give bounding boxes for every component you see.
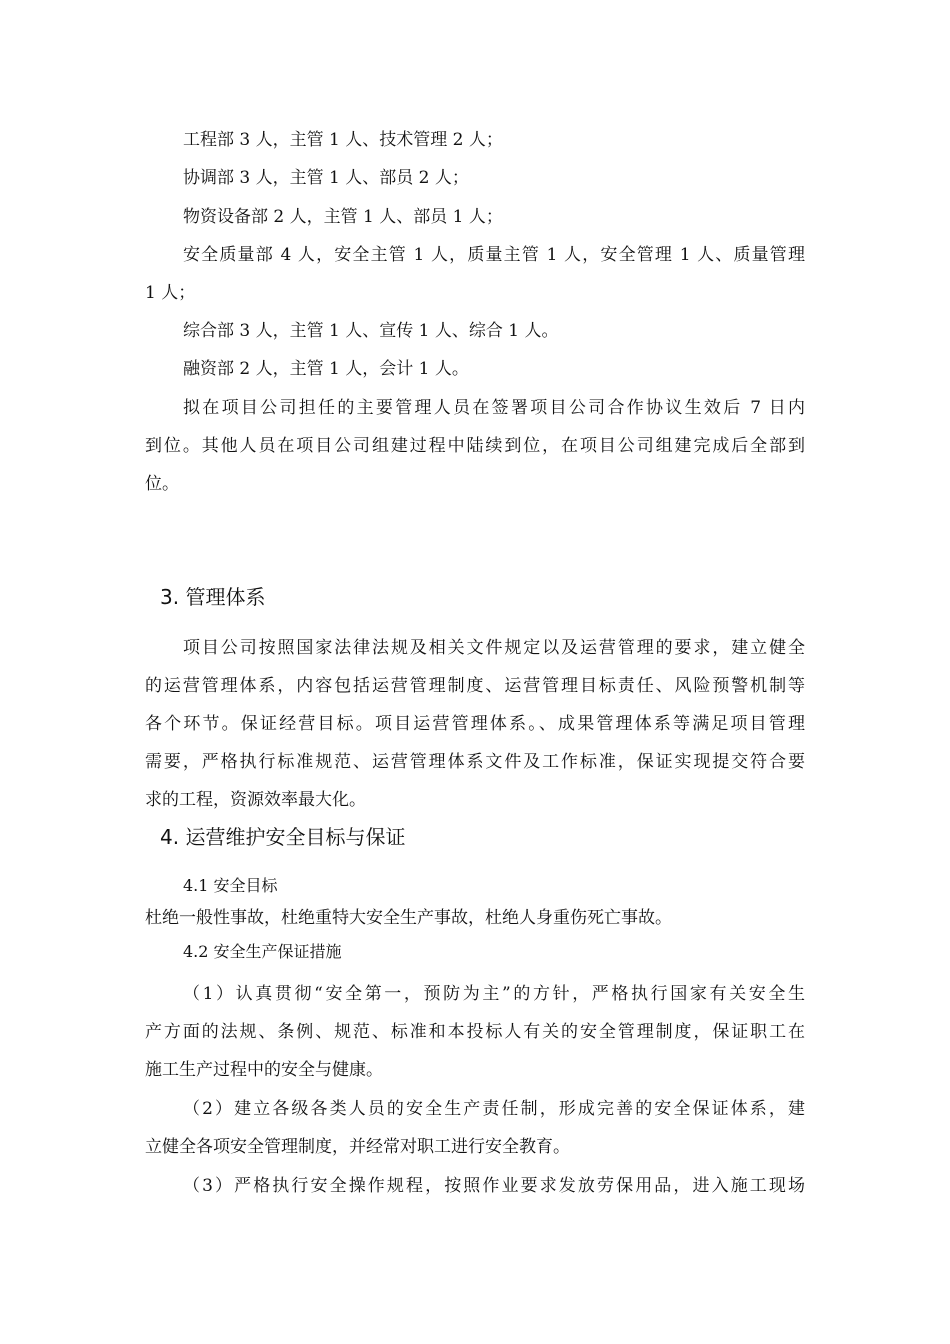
measure-line: 产方面的法规、条例、规范、标准和本投标人有关的安全管理制度，保证职工在 — [145, 1022, 805, 1042]
staffing-line: 协调部 3 人，主管 1 人、部员 2 人； — [183, 168, 469, 188]
paragraph-line: 到位。其他人员在项目公司组建过程中陆续到位，在项目公司组建完成后全部到 — [145, 436, 805, 456]
staffing-line: 综合部 3 人，主管 1 人、宣传 1 人、综合 1 人。 — [183, 321, 559, 341]
paragraph-line: 拟在项目公司担任的主要管理人员在签署项目公司合作协议生效后 7 日内 — [183, 398, 805, 418]
staffing-line: 1 人； — [145, 283, 196, 303]
paragraph-line: 位。 — [145, 474, 179, 494]
paragraph-line: 各个环节。保证经营目标。项目运营管理体系。、成果管理体系等满足项目管理 — [145, 714, 805, 734]
staffing-line: 安全质量部 4 人，安全主管 1 人，质量主管 1 人，安全管理 1 人、质量管理 — [183, 245, 805, 265]
staffing-line: 物资设备部 2 人，主管 1 人、部员 1 人； — [183, 207, 503, 227]
paragraph-line: 的运营管理体系，内容包括运营管理制度、运营管理目标责任、风险预警机制等 — [145, 676, 805, 696]
paragraph-line: 项目公司按照国家法律法规及相关文件规定以及运营管理的要求，建立健全 — [183, 638, 805, 658]
measure-line: 立健全各项安全管理制度，并经常对职工进行安全教育。 — [145, 1137, 570, 1157]
measure-line: （1）认真贯彻“安全第一，预防为主”的方针，严格执行国家有关安全生 — [183, 984, 805, 1004]
subsection-4-1-heading: 4.1 安全目标 — [183, 876, 278, 895]
measure-line: 施工生产过程中的安全与健康。 — [145, 1060, 383, 1080]
staffing-line: 工程部 3 人，主管 1 人、技术管理 2 人； — [183, 130, 503, 150]
section-3-heading: 3. 管理体系 — [160, 585, 266, 609]
measure-line: （3）严格执行安全操作规程，按照作业要求发放劳保用品，进入施工现场 — [183, 1176, 805, 1196]
measure-line: （2）建立各级各类人员的安全生产责任制，形成完善的安全保证体系，建 — [183, 1099, 805, 1119]
section-4-heading: 4. 运营维护安全目标与保证 — [160, 825, 406, 849]
safety-goal-text: 杜绝一般性事故，杜绝重特大安全生产事故，杜绝人身重伤死亡事故。 — [145, 908, 672, 928]
paragraph-line: 求的工程，资源效率最大化。 — [145, 790, 366, 810]
staffing-line: 融资部 2 人，主管 1 人，会计 1 人。 — [183, 359, 469, 379]
subsection-4-2-heading: 4.2 安全生产保证措施 — [183, 942, 342, 961]
paragraph-line: 需要，严格执行标准规范、运营管理体系文件及工作标准，保证实现提交符合要 — [145, 752, 805, 772]
